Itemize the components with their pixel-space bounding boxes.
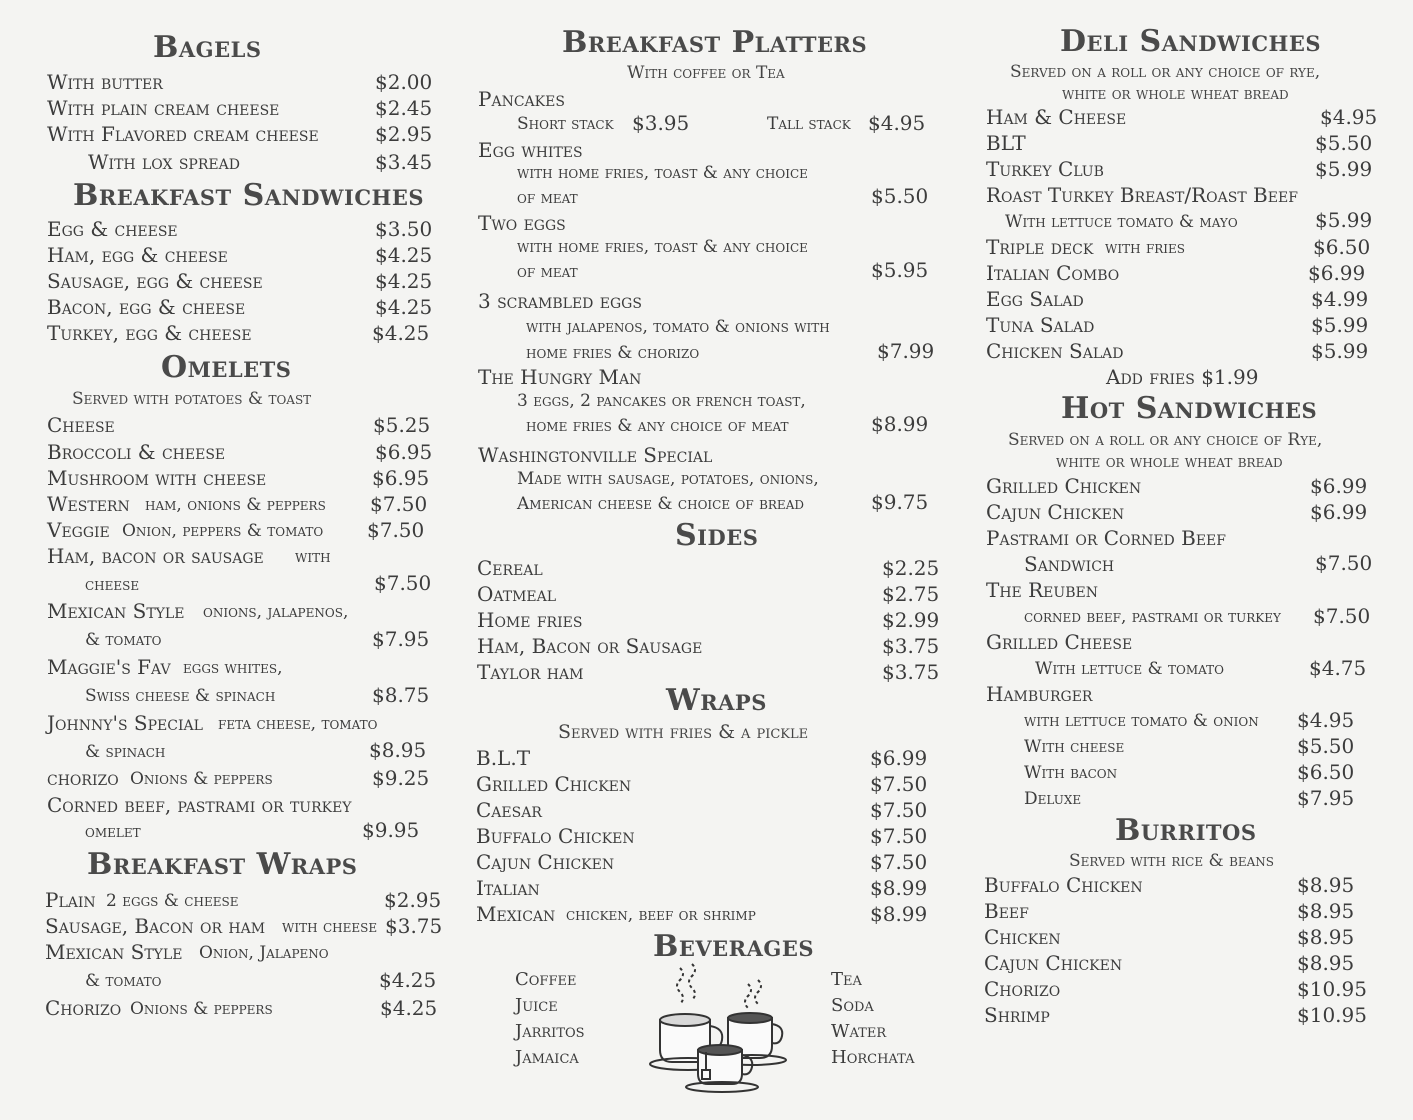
- item-detail: & spinach: [85, 742, 166, 762]
- item-detail: with lettuce tomato & onion: [1024, 711, 1259, 731]
- item-name: Grilled Cheese: [986, 630, 1133, 654]
- item-price: $10.95: [1297, 1003, 1367, 1027]
- item-name: Ham & Cheese: [986, 105, 1127, 129]
- section-title: Breakfast Platters: [562, 25, 868, 60]
- item-name: Cajun Chicken: [984, 951, 1123, 975]
- item-price: $2.75: [882, 582, 940, 606]
- item-detail: With cheese: [1024, 737, 1125, 757]
- item-name: Mexican Style: [45, 940, 183, 964]
- beverage-item: Coffee: [515, 969, 577, 990]
- item-name: Shrimp: [984, 1003, 1050, 1027]
- item-name: Oatmeal: [477, 582, 557, 606]
- item-name: Taylor ham: [477, 660, 584, 684]
- item-name: Pancakes: [478, 87, 565, 111]
- item-detail: Deluxe: [1024, 789, 1082, 809]
- section-subtitle: Served with potatoes & toast: [72, 389, 312, 409]
- item-detail: with fries: [1105, 238, 1186, 258]
- item-name: Hamburger: [986, 682, 1093, 706]
- item-name: Sausage, Bacon or ham: [45, 914, 266, 938]
- item-price: $5.99: [1311, 313, 1369, 337]
- item-detail: with home fries, toast & any choice: [517, 237, 808, 257]
- item-detail: With lettuce tomato & mayo: [1005, 212, 1238, 232]
- beverage-item: Horchata: [831, 1047, 915, 1068]
- item-name: BLT: [986, 131, 1026, 155]
- item-price: $9.95: [362, 818, 420, 842]
- item-name: Egg Salad: [986, 287, 1084, 311]
- item-price: $3.95: [632, 111, 690, 135]
- item-price: $2.00: [375, 70, 433, 94]
- section-title: Bagels: [153, 30, 262, 65]
- item-price: $6.99: [870, 746, 928, 770]
- item-price: $5.99: [1315, 157, 1373, 181]
- item-price: $7.50: [870, 824, 928, 848]
- item-detail: with: [295, 547, 331, 567]
- item-name: Two eggs: [478, 211, 566, 235]
- item-detail: Swiss cheese & spinach: [85, 686, 276, 706]
- item-name: Veggie: [47, 518, 110, 542]
- item-name: Egg whites: [478, 138, 583, 162]
- item-name: Roast Turkey Breast/Roast Beef: [986, 183, 1298, 207]
- item-price: $2.95: [375, 122, 433, 146]
- item-detail: feta cheese, tomato: [218, 714, 378, 734]
- item-price: $9.75: [871, 490, 929, 514]
- item-name: Home fries: [477, 608, 583, 632]
- item-name: The Reuben: [986, 578, 1098, 602]
- beverage-item: Jamaica: [515, 1047, 579, 1068]
- section-subtitle: white or whole wheat bread: [1062, 84, 1289, 104]
- item-name: Mexican: [476, 902, 556, 926]
- section-subtitle: Served with fries & a pickle: [558, 721, 809, 743]
- item-name: The Hungry Man: [478, 365, 642, 389]
- item-price: $4.95: [1320, 105, 1378, 129]
- item-price: $6.95: [375, 440, 433, 464]
- section-title: Breakfast Sandwiches: [73, 178, 425, 213]
- item-price: $4.25: [372, 321, 430, 345]
- item-name: Chorizo: [45, 996, 122, 1020]
- item-price: $4.25: [375, 295, 433, 319]
- item-price: $2.45: [375, 96, 433, 120]
- item-price: $4.75: [1309, 656, 1367, 680]
- item-name: 3 scrambled eggs: [478, 289, 642, 313]
- item-name: Cajun Chicken: [986, 500, 1125, 524]
- item-price: $7.99: [877, 339, 935, 363]
- item-name: Egg & cheese: [47, 217, 178, 241]
- item-detail: Onions & peppers: [130, 999, 273, 1019]
- item-price: $5.50: [1315, 131, 1373, 155]
- item-price: $3.75: [385, 914, 443, 938]
- beverage-item: Soda: [831, 995, 874, 1016]
- item-name: Plain: [45, 888, 96, 912]
- item-price: $8.99: [871, 412, 929, 436]
- item-name: Washingtonville Special: [478, 443, 713, 467]
- item-name: chorizo: [47, 766, 119, 790]
- add-fries-note: Add fries $1.99: [1106, 365, 1259, 389]
- section-subtitle: white or whole wheat bread: [1056, 452, 1283, 472]
- item-price: $7.50: [374, 571, 432, 595]
- item-detail: Tall stack: [767, 114, 851, 134]
- item-price: $7.50: [870, 850, 928, 874]
- item-name: Ham, bacon or sausage: [47, 544, 264, 568]
- item-name: Italian Combo: [986, 261, 1120, 285]
- item-name: Cereal: [477, 556, 543, 580]
- item-price: $6.50: [1297, 760, 1355, 784]
- item-price: $7.50: [1315, 551, 1373, 575]
- item-detail: Onion, peppers & tomato: [122, 521, 324, 541]
- section-title: Deli Sandwiches: [1060, 24, 1322, 59]
- item-detail: of meat: [517, 262, 578, 282]
- item-detail: onions, jalapenos,: [203, 602, 349, 622]
- item-detail: home fries & any choice of meat: [526, 416, 789, 436]
- item-detail: Short stack: [517, 114, 614, 134]
- item-price: $7.50: [367, 518, 425, 542]
- item-name: B.L.T: [476, 746, 531, 770]
- item-name: Turkey, egg & cheese: [47, 321, 252, 345]
- item-detail: eggs whites,: [183, 658, 283, 678]
- item-price: $3.75: [882, 660, 940, 684]
- item-price: $7.50: [370, 492, 428, 516]
- item-detail: home fries & chorizo: [526, 343, 700, 363]
- item-name: Ham, Bacon or Sausage: [477, 634, 703, 658]
- item-price: $4.95: [868, 111, 926, 135]
- item-price: $8.95: [1297, 899, 1355, 923]
- item-price: $6.99: [1310, 474, 1368, 498]
- item-price: $9.25: [372, 766, 430, 790]
- item-price: $8.95: [1297, 873, 1355, 897]
- item-price: $8.99: [870, 876, 928, 900]
- item-name: Pastrami or Corned Beef: [986, 526, 1226, 550]
- section-subtitle: Served on a roll or any choice of rye,: [1010, 62, 1321, 82]
- item-detail: with jalapenos, tomato & onions with: [526, 317, 830, 337]
- item-price: $7.95: [1297, 786, 1355, 810]
- item-price: $2.99: [882, 608, 940, 632]
- item-name: Maggie's Fav: [47, 655, 171, 679]
- section-title: Omelets: [161, 350, 292, 385]
- item-price: $8.95: [369, 738, 427, 762]
- item-name: Corned beef, pastrami or turkey: [47, 793, 352, 817]
- section-title: Beverages: [653, 929, 815, 964]
- item-price: $6.99: [1310, 500, 1368, 524]
- item-price: $5.99: [1311, 339, 1369, 363]
- item-detail: With bacon: [1024, 763, 1118, 783]
- item-price: $7.50: [1313, 604, 1371, 628]
- item-price: $3.50: [375, 217, 433, 241]
- item-name: Buffalo Chicken: [984, 873, 1143, 897]
- item-price: $8.95: [1297, 951, 1355, 975]
- item-price: $6.95: [372, 466, 430, 490]
- item-price: $5.99: [1315, 208, 1373, 232]
- item-name: Grilled Chicken: [476, 772, 632, 796]
- item-detail: ham, onions & peppers: [145, 495, 326, 515]
- item-detail: & tomato: [85, 630, 162, 650]
- item-price: $8.75: [372, 683, 430, 707]
- item-detail: With lettuce & tomato: [1035, 659, 1225, 679]
- item-name: With Flavored cream cheese: [47, 122, 319, 146]
- item-detail: with home fries, toast & any choice: [517, 163, 808, 183]
- item-price: $4.25: [380, 996, 438, 1020]
- item-name: Caesar: [476, 798, 542, 822]
- item-name: Chicken: [984, 925, 1061, 949]
- beverage-item: Jarritos: [515, 1021, 585, 1042]
- item-price: $8.95: [1297, 925, 1355, 949]
- beverage-item: Water: [831, 1021, 887, 1042]
- item-price: $10.95: [1297, 977, 1367, 1001]
- item-detail: & tomato: [85, 971, 162, 991]
- item-name: Tuna Salad: [986, 313, 1095, 337]
- item-price: $5.50: [871, 184, 929, 208]
- item-name: Western: [47, 492, 130, 516]
- item-price: $5.25: [373, 413, 431, 437]
- item-price: $7.50: [870, 772, 928, 796]
- item-price: $8.99: [870, 902, 928, 926]
- item-price: $2.25: [882, 556, 940, 580]
- item-name: With plain cream cheese: [47, 96, 280, 120]
- item-name: Ham, egg & cheese: [47, 243, 228, 267]
- item-name: Cajun Chicken: [476, 850, 615, 874]
- item-name: Sausage, egg & cheese: [47, 269, 263, 293]
- item-price: $2.95: [384, 888, 442, 912]
- item-detail: chicken, beef or shrimp: [566, 905, 756, 925]
- section-subtitle: With coffee or Tea: [627, 63, 785, 83]
- item-name: With butter: [47, 70, 163, 94]
- item-price: $4.95: [1297, 708, 1355, 732]
- item-detail: Made with sausage, potatoes, onions,: [517, 469, 819, 489]
- item-price: $4.99: [1311, 287, 1369, 311]
- item-price: $3.45: [375, 150, 433, 174]
- item-detail: Onion, Jalapeno: [199, 943, 329, 963]
- item-detail: cheese: [85, 575, 140, 595]
- item-price: $3.75: [882, 634, 940, 658]
- item-name: Beef: [984, 899, 1029, 923]
- item-detail: 3 eggs, 2 pancakes or french toast,: [517, 391, 806, 411]
- section-title: Wraps: [666, 683, 767, 718]
- coffee-cups-icon: [640, 960, 820, 1095]
- item-name: Broccoli & cheese: [47, 440, 226, 464]
- item-name: Chorizo: [984, 977, 1061, 1001]
- item-price: $6.99: [1308, 261, 1366, 285]
- item-detail: Onions & peppers: [130, 769, 273, 789]
- section-subtitle: Served on a roll or any choice of Rye,: [1008, 430, 1323, 450]
- beverage-item: Tea: [831, 969, 862, 990]
- item-detail: with cheese: [282, 917, 378, 937]
- section-title: Breakfast Wraps: [87, 847, 358, 882]
- section-subtitle: Served with rice & beans: [1069, 851, 1275, 871]
- item-detail: omelet: [85, 822, 141, 842]
- item-name: Johnny's Special: [47, 711, 203, 735]
- item-detail: corned beef, pastrami or turkey: [1024, 607, 1281, 627]
- item-name: With lox spread: [88, 150, 240, 174]
- beverage-item: Juice: [515, 995, 558, 1016]
- item-price: $7.95: [372, 627, 430, 651]
- item-name: Mexican Style: [47, 599, 185, 623]
- item-name: Cheese: [47, 413, 115, 437]
- item-price: $4.25: [375, 243, 433, 267]
- item-name: Grilled Chicken: [986, 474, 1142, 498]
- item-name: Turkey Club: [986, 157, 1104, 181]
- item-price: $4.25: [379, 968, 437, 992]
- item-detail: of meat: [517, 188, 578, 208]
- item-detail: 2 eggs & cheese: [106, 891, 239, 911]
- item-price: $4.25: [375, 269, 433, 293]
- item-name: Chicken Salad: [986, 339, 1124, 363]
- item-price: $5.95: [871, 258, 929, 282]
- item-name-line2: Sandwich: [1024, 552, 1115, 576]
- section-title: Hot Sandwiches: [1061, 391, 1318, 426]
- item-name: Italian: [476, 876, 540, 900]
- item-price: $6.50: [1313, 235, 1371, 259]
- section-title: Sides: [675, 518, 759, 553]
- item-name: Bacon, egg & cheese: [47, 295, 246, 319]
- item-name: Buffalo Chicken: [476, 824, 635, 848]
- item-detail: American cheese & choice of bread: [517, 494, 804, 514]
- item-name: Triple deck: [986, 235, 1094, 259]
- item-price: $5.50: [1297, 734, 1355, 758]
- item-name: Mushroom with cheese: [47, 466, 267, 490]
- item-price: $7.50: [870, 798, 928, 822]
- section-title: Burritos: [1115, 813, 1257, 848]
